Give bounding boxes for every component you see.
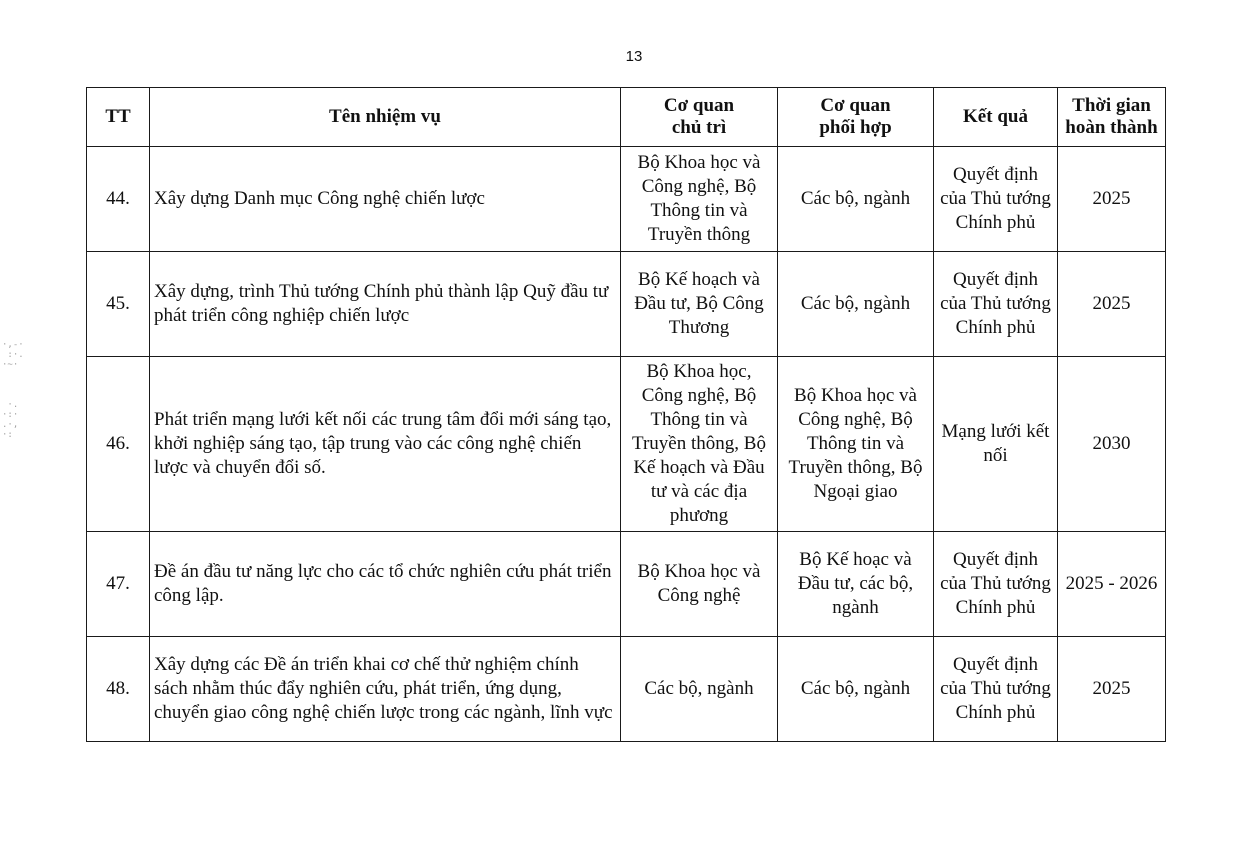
lead-agency: Các bộ, ngành — [621, 637, 778, 742]
header-coordinating-agency: Cơ quan phối hợp — [778, 88, 934, 147]
coordinating-agency: Bộ Khoa học và Công nghệ, Bộ Thông tin và Truyền thông, Bộ Ngoại giao — [778, 357, 934, 532]
lead-agency: Bộ Kế hoạch và Đầu tư, Bộ Công Thương — [621, 252, 778, 357]
result: Quyết định của Thủ tướng Chính phủ — [934, 637, 1058, 742]
table-row — [87, 532, 1166, 637]
lead-agency: Bộ Khoa học và Công nghệ, Bộ Thông tin và Truyền thông — [621, 147, 778, 252]
table-row — [87, 357, 1166, 532]
result: Quyết định của Thủ tướng Chính phủ — [934, 252, 1058, 357]
lead-agency: Bộ Khoa học và Công nghệ — [621, 532, 778, 637]
row-number: 47. — [87, 532, 150, 637]
tasks-table — [86, 87, 1166, 742]
task-name: Đề án đầu tư năng lực cho các tổ chức nghiên cứu phát triển công lập. — [150, 532, 621, 637]
result: Quyết định của Thủ tướng Chính phủ — [934, 532, 1058, 637]
table-row — [87, 637, 1166, 742]
deadline: 2030 — [1058, 357, 1166, 532]
deadline: 2025 — [1058, 252, 1166, 357]
coordinating-agency: Các bộ, ngành — [778, 147, 934, 252]
deadline: 2025 - 2026 — [1058, 532, 1166, 637]
deadline: 2025 — [1058, 637, 1166, 742]
task-name: Xây dựng, trình Thủ tướng Chính phủ thành lập Quỹ đầu tư phát triển công nghiệp chiến lược — [150, 252, 621, 357]
task-name: Xây dựng Danh mục Công nghệ chiến lược — [150, 147, 621, 252]
row-number: 45. — [87, 252, 150, 357]
coordinating-agency: Các bộ, ngành — [778, 252, 934, 357]
coordinating-agency: Bộ Kế hoạc và Đầu tư, các bộ, ngành — [778, 532, 934, 637]
table-row — [87, 147, 1166, 252]
result: Quyết định của Thủ tướng Chính phủ — [934, 147, 1058, 252]
header-task-name: Tên nhiệm vụ — [150, 88, 621, 147]
scan-artifact: ·,-· :·. ·~· ·. ·:· .·, ·: — [2, 340, 24, 440]
header-lead-agency: Cơ quan chủ trì — [621, 88, 778, 147]
coordinating-agency: Các bộ, ngành — [778, 637, 934, 742]
result: Mạng lưới kết nối — [934, 357, 1058, 532]
lead-agency: Bộ Khoa học, Công nghệ, Bộ Thông tin và Truyền thông, Bộ Kế hoạch và Đầu tư và các địa phương — [621, 357, 778, 532]
header-deadline: Thời gian hoàn thành — [1058, 88, 1166, 147]
task-name: Phát triển mạng lưới kết nối các trung tâm đổi mới sáng tạo, khởi nghiệp sáng tạo, tập trung vào các công nghệ chiến lược và chuyển đổi số. — [150, 357, 621, 532]
header-row — [87, 88, 1166, 147]
deadline: 2025 — [1058, 147, 1166, 252]
row-number: 44. — [87, 147, 150, 252]
header-result: Kết quả — [934, 88, 1058, 147]
row-number: 48. — [87, 637, 150, 742]
table-row — [87, 252, 1166, 357]
task-name: Xây dựng các Đề án triển khai cơ chế thử nghiệm chính sách nhằm thúc đẩy nghiên cứu, phát triển, ứng dụng, chuyển giao công nghệ chiến lược trong các ngành, lĩnh vực — [150, 637, 621, 742]
header-tt: TT — [87, 88, 150, 147]
page-number: 13 — [625, 48, 643, 65]
row-number: 46. — [87, 357, 150, 532]
